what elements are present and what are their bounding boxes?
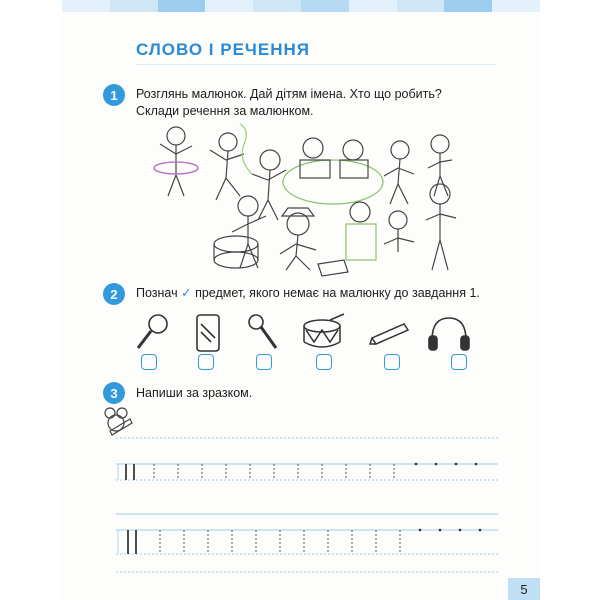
check-mark-icon: ✓ xyxy=(181,286,192,300)
pencil-icon xyxy=(368,312,414,354)
drum-icon xyxy=(300,312,346,354)
task-1-line-2: Склади речення за малюнком. xyxy=(136,104,314,118)
task-2-text xyxy=(136,285,480,302)
checkbox-pencil[interactable] xyxy=(384,354,400,370)
checkbox-drum[interactable] xyxy=(316,354,332,370)
task-1-line-1: Розглянь малюнок. Дай дітям імена. Хто що робить? xyxy=(136,87,442,101)
checkbox-microphone[interactable] xyxy=(256,354,272,370)
task-2-text-start: Познач xyxy=(136,286,178,300)
page-number: 5 xyxy=(508,578,540,600)
writing-practice-area[interactable] xyxy=(110,434,504,584)
children-illustration xyxy=(148,120,463,280)
microphone-icon xyxy=(242,312,288,354)
checkbox-smartphone[interactable] xyxy=(198,354,214,370)
task-1-number: 1 xyxy=(103,84,125,106)
checkbox-headphones[interactable] xyxy=(451,354,467,370)
section-title: СЛОВО І РЕЧЕННЯ xyxy=(136,40,310,59)
checkbox-magnifier[interactable] xyxy=(141,354,157,370)
task-2-number: 2 xyxy=(103,283,125,305)
task-1-text xyxy=(136,86,442,120)
magnifier-icon xyxy=(130,312,176,354)
smartphone-icon xyxy=(185,312,231,354)
headphones-icon xyxy=(426,312,472,354)
task-3-text: Напиши за зразком. xyxy=(136,386,253,400)
task-2-text-end: предмет, якого немає на малюнку до завдання 1. xyxy=(195,286,480,300)
top-decor-stripe xyxy=(62,0,540,12)
title-divider xyxy=(136,64,496,65)
task-3-number: 3 xyxy=(103,382,125,404)
